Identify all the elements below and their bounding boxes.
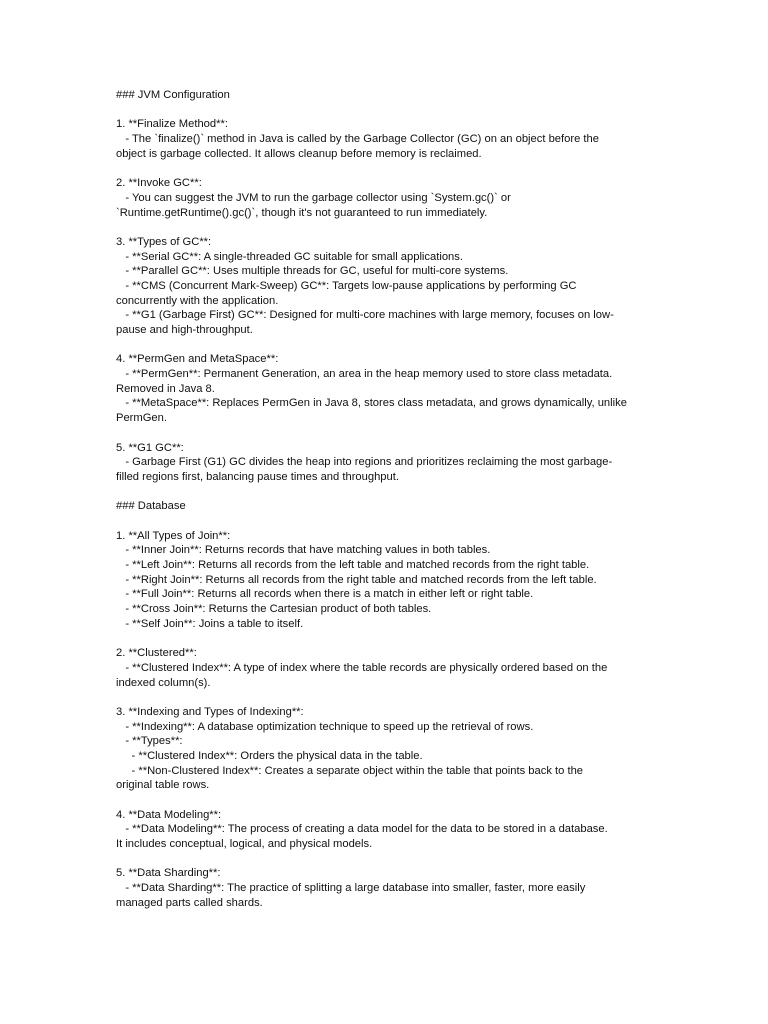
text-line: - **Self Join**: Joins a table to itself. — [116, 617, 304, 630]
blank-line — [116, 631, 656, 646]
text-line: - **Full Join**: Returns all records when there is a match in either left or right table. — [116, 588, 534, 601]
blank-line — [116, 161, 656, 176]
text-line: - **Clustered Index**: Orders the physical data in the table. — [116, 749, 423, 762]
blank-line — [116, 426, 656, 441]
text-line: - **Inner Join**: Returns records that have matching values in both tables. — [116, 544, 491, 557]
text-line: - **PermGen**: Permanent Generation, an area in the heap memory used to store class metadata. — [116, 368, 613, 381]
text-line: - **Types**: — [116, 735, 183, 748]
text-line: managed parts called shards. — [116, 896, 263, 909]
text-line: 3. **Indexing and Types of Indexing**: — [116, 705, 304, 718]
text-line: Removed in Java 8. — [116, 382, 215, 395]
text-line: It includes conceptual, logical, and physical models. — [116, 838, 373, 851]
section-heading: ### Database — [116, 500, 186, 513]
text-line: 5. **G1 GC**: — [116, 441, 184, 454]
text-line: 3. **Types of GC**: — [116, 235, 212, 248]
text-line: - **Cross Join**: Returns the Cartesian product of both tables. — [116, 603, 432, 616]
text-line: - **Parallel GC**: Uses multiple threads for GC, useful for multi-core systems. — [116, 265, 509, 278]
text-line: 2. **Clustered**: — [116, 647, 197, 660]
text-line: - **Data Modeling**: The process of creating a data model for the data to be stored in a database. — [116, 823, 608, 836]
text-line: 4. **PermGen and MetaSpace**: — [116, 353, 279, 366]
text-line: - **Clustered Index**: A type of index where the table records are physically ordered based on the — [116, 661, 608, 674]
text-line: - **Left Join**: Returns all records from the left table and matched records from the right table. — [116, 559, 590, 571]
text-line: - Garbage First (G1) GC divides the heap into regions and prioritizes reclaiming the most garbage- — [116, 456, 613, 469]
blank-line — [116, 338, 656, 353]
text-line: 1. **Finalize Method**: — [116, 118, 228, 131]
text-line: 2. **Invoke GC**: — [116, 177, 202, 190]
text-line: - **Data Sharding**: The practice of splitting a large database into smaller, faster, more easily — [116, 882, 586, 895]
section-heading: ### JVM Configuration — [116, 89, 230, 101]
document-body — [116, 88, 656, 911]
text-line: 5. **Data Sharding**: — [116, 867, 221, 880]
blank-line — [116, 220, 656, 235]
text-line: - **CMS (Concurrent Mark-Sweep) GC**: Targets low-pause applications by performing GC — [116, 279, 577, 292]
blank-line — [116, 103, 656, 118]
text-line: original table rows. — [116, 779, 210, 792]
text-line: - **MetaSpace**: Replaces PermGen in Java 8, stores class metadata, and grows dynamically, unlike — [116, 397, 627, 410]
text-line: - **Indexing**: A database optimization technique to speed up the retrieval of rows. — [116, 720, 534, 733]
text-line: 4. **Data Modeling**: — [116, 808, 222, 821]
text-line: filled regions first, balancing pause times and throughput. — [116, 470, 399, 483]
text-line: PermGen. — [116, 412, 167, 425]
blank-line — [116, 514, 656, 529]
text-line: concurrently with the application. — [116, 294, 279, 307]
blank-line — [116, 852, 656, 867]
text-line: - **Serial GC**: A single-threaded GC suitable for small applications. — [116, 250, 463, 263]
text-line: indexed column(s). — [116, 676, 211, 689]
text-line: - The `finalize()` method in Java is called by the Garbage Collector (GC) on an object before the — [116, 133, 599, 146]
text-line: `Runtime.getRuntime().gc()`, though it's not guaranteed to run immediately. — [116, 206, 488, 219]
text-line: pause and high-throughput. — [116, 324, 253, 336]
text-line: object is garbage collected. It allows cleanup before memory is reclaimed. — [116, 147, 482, 160]
text-line: 1. **All Types of Join**: — [116, 529, 231, 542]
text-line: - **Non-Clustered Index**: Creates a separate object within the table that points back to the — [116, 764, 584, 777]
text-line: - **G1 (Garbage First) GC**: Designed for multi-core machines with large memory, focuses on low- — [116, 309, 614, 322]
blank-line — [116, 793, 656, 808]
blank-line — [116, 690, 656, 705]
text-line: - **Right Join**: Returns all records from the right table and matched records from the left table. — [116, 573, 597, 586]
text-line: - You can suggest the JVM to run the garbage collector using `System.gc()` or — [116, 191, 511, 204]
blank-line — [116, 485, 656, 500]
